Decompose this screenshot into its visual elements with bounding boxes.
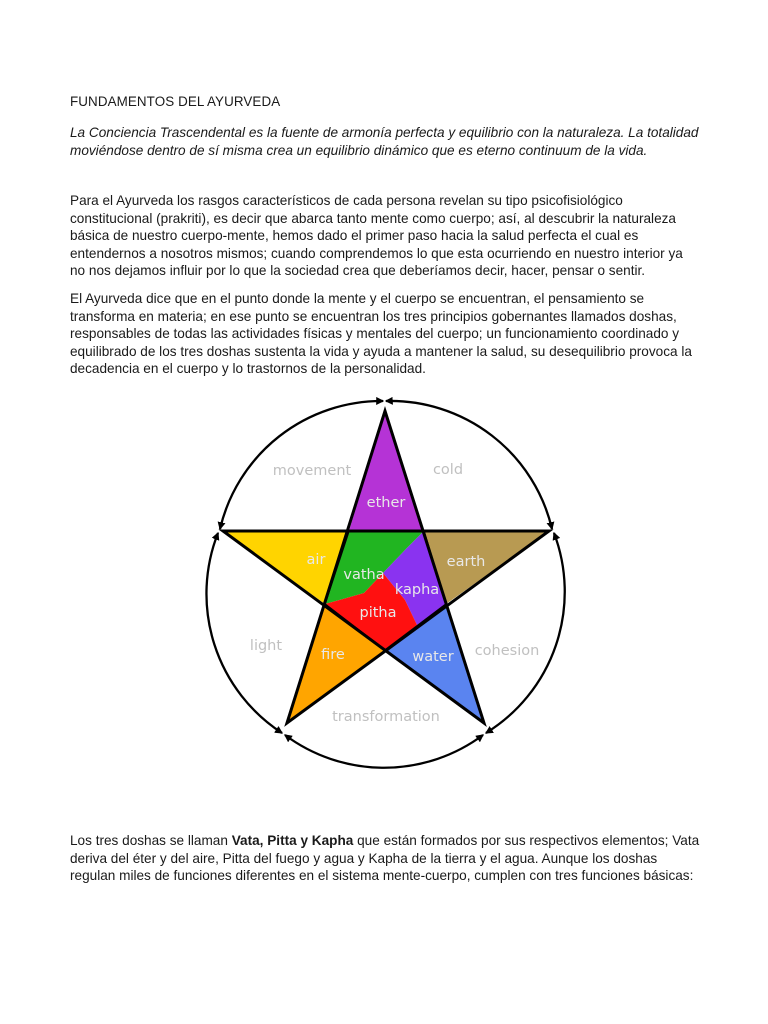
paragraph-doshas: El Ayurveda dice que en el punto donde la mente y el cuerpo se encuentran, el pensamiento se transforma en materia; en ese punto se encuentran los tres principios gobernantes llamados doshas, responsables de todas las actividades físicas y mentales del cuerpo; un funcionamiento coordinado y equilibrado de los tres doshas sustenta la vida y ayuda a mantener la salud, su desequilibrio provoca la decadencia en el cuerpo y lo trastornos de la personalidad.: [70, 291, 692, 377]
paragraph-three-doshas-end: que están formados por sus respectivos elementos; Vata deriva del éter y del aire, Pitta del fuego y agua y Kapha de la tierra y el agua. Aunque los doshas regulan miles de funciones diferentes en el sistema mente-cuerpo, cumplen con tres funciones básicas:: [70, 833, 700, 884]
label-kapha: kapha: [394, 582, 440, 598]
intro-paragraph: La Conciencia Trascendental es la fuente de armonía perfecta y equilibrio con la naturaleza. La totalidad moviéndose dentro de sí misma crea un equilibrio dinámico que es eterno continuum de la vida.: [70, 125, 699, 158]
label-water: water: [412, 649, 454, 665]
label-pitha: pitha: [359, 605, 397, 621]
label-fire: fire: [321, 647, 345, 663]
document-title: FUNDAMENTOS DEL AYURVEDA: [70, 94, 281, 109]
paragraph-three-doshas-start: Los tres doshas se llaman: [70, 833, 232, 848]
label-ether: ether: [366, 495, 406, 511]
label-cohesion: cohesion: [474, 643, 540, 659]
dosha-names-bold: Vata, Pitta y Kapha: [231, 833, 354, 848]
label-transformation: transformation: [332, 709, 440, 725]
label-vatha: vatha: [343, 567, 385, 583]
label-light: light: [249, 638, 283, 654]
label-cold: cold: [432, 462, 464, 478]
label-air: air: [306, 552, 326, 568]
arc-transformation: [285, 735, 483, 768]
label-earth: earth: [446, 554, 486, 570]
label-movement: movement: [272, 463, 352, 479]
region-ether: [349, 411, 424, 531]
paragraph-prakriti: Para el Ayurveda los rasgos característicos de cada persona revelan su tipo psicofisiológico constitucional (prakriti), es decir que abarca tanto mente como cuerpo; así, al descubrir la naturaleza básica de nuestro cuerpo-mente, hemos dado el primer paso hacia la salud perfecta el cual es entendernos a nosotros mismos; cuando comprendemos lo que esta ocurriendo en nuestro interior ya no nos dejamos influir por lo que la sociedad crea que deberíamos decir, hacer, pensar o sentir.: [70, 193, 683, 279]
